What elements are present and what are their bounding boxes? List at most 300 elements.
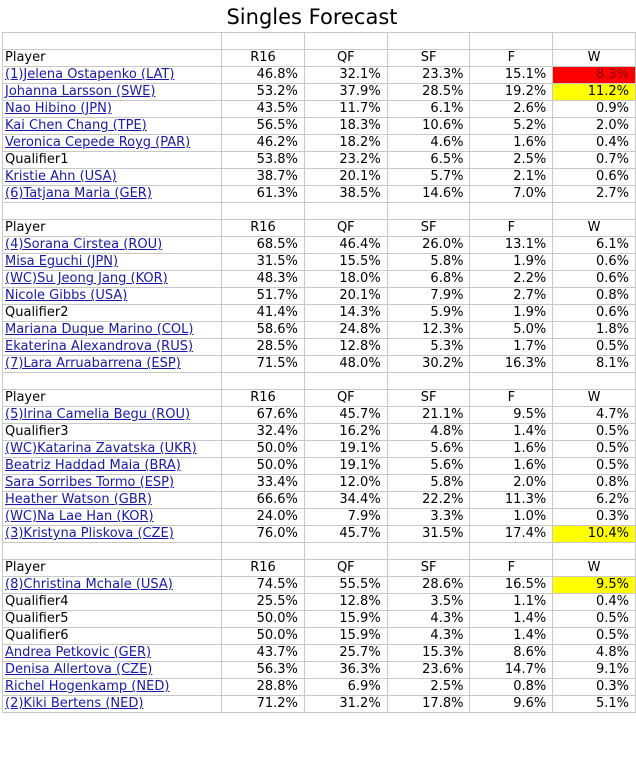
qf-cell[interactable]: 6.9%	[304, 679, 387, 696]
sf-cell[interactable]: 28.6%	[387, 577, 470, 594]
empty-cell	[304, 33, 387, 50]
empty-cell	[3, 33, 222, 50]
qf-cell[interactable]: 7.9%	[304, 509, 387, 526]
f-cell[interactable]: 1.6%	[470, 441, 553, 458]
player-name-cell[interactable]: Qualifier5	[3, 611, 222, 628]
header-row	[3, 50, 636, 67]
w-cell[interactable]: 0.4%	[553, 135, 636, 152]
f-cell[interactable]: 1.4%	[470, 611, 553, 628]
r16-cell[interactable]: 46.2%	[222, 135, 305, 152]
player-row	[3, 152, 636, 169]
empty-cell	[387, 373, 470, 390]
f-column-header[interactable]: F	[470, 390, 553, 407]
player-name-cell[interactable]	[3, 475, 222, 492]
sf-column-header[interactable]: SF	[387, 390, 470, 407]
sf-cell[interactable]: 10.6%	[387, 118, 470, 135]
player-link[interactable]: Mariana Duque Marino (COL)	[5, 322, 194, 337]
f-cell[interactable]: 1.4%	[470, 628, 553, 645]
w-cell[interactable]: 1.8%	[553, 322, 636, 339]
r16-cell[interactable]: 51.7%	[222, 288, 305, 305]
player-row	[3, 696, 636, 713]
r16-cell[interactable]: 43.5%	[222, 101, 305, 118]
qf-cell[interactable]: 15.9%	[304, 628, 387, 645]
player-link[interactable]: (WC)Katarina Zavatska (UKR)	[5, 441, 197, 456]
sf-cell[interactable]: 3.3%	[387, 509, 470, 526]
sheet-title: Singles Forecast	[226, 5, 398, 29]
sf-cell[interactable]: 23.6%	[387, 662, 470, 679]
empty-cell	[222, 373, 305, 390]
r16-cell[interactable]: 38.7%	[222, 169, 305, 186]
player-link[interactable]: (8)Christina Mchale (USA)	[5, 577, 173, 592]
qf-cell[interactable]: 14.3%	[304, 305, 387, 322]
sf-cell[interactable]: 21.1%	[387, 407, 470, 424]
f-cell[interactable]: 1.6%	[470, 458, 553, 475]
w-cell[interactable]: 0.5%	[553, 611, 636, 628]
qf-cell[interactable]: 45.7%	[304, 407, 387, 424]
player-name-cell[interactable]	[3, 288, 222, 305]
sf-cell[interactable]: 26.0%	[387, 237, 470, 254]
r16-cell[interactable]: 50.0%	[222, 611, 305, 628]
qf-cell[interactable]: 18.2%	[304, 135, 387, 152]
w-cell[interactable]: 8.3%	[553, 67, 636, 84]
empty-cell	[304, 203, 387, 220]
w-cell[interactable]: 0.4%	[553, 594, 636, 611]
empty-cell	[387, 203, 470, 220]
empty-cell	[3, 373, 222, 390]
f-cell[interactable]: 1.7%	[470, 339, 553, 356]
f-column-header[interactable]: F	[470, 220, 553, 237]
r16-cell[interactable]: 50.0%	[222, 458, 305, 475]
r16-cell[interactable]: 66.6%	[222, 492, 305, 509]
qf-cell[interactable]: 18.3%	[304, 118, 387, 135]
qf-cell[interactable]: 48.0%	[304, 356, 387, 373]
player-link[interactable]: Sara Sorribes Tormo (ESP)	[5, 475, 175, 490]
qf-cell[interactable]: 12.8%	[304, 339, 387, 356]
w-cell[interactable]: 0.3%	[553, 509, 636, 526]
player-name-cell[interactable]	[3, 169, 222, 186]
f-cell[interactable]: 16.5%	[470, 577, 553, 594]
player-name-cell[interactable]: Qualifier6	[3, 628, 222, 645]
w-cell[interactable]: 0.5%	[553, 458, 636, 475]
f-cell[interactable]: 1.4%	[470, 424, 553, 441]
w-cell[interactable]: 0.6%	[553, 305, 636, 322]
player-link[interactable]: (4)Sorana Cirstea (ROU)	[5, 237, 163, 252]
r16-cell[interactable]: 74.5%	[222, 577, 305, 594]
player-name-cell[interactable]: Qualifier3	[3, 424, 222, 441]
w-cell[interactable]: 0.8%	[553, 475, 636, 492]
qf-column-header[interactable]: QF	[304, 50, 387, 67]
w-cell[interactable]: 10.4%	[553, 526, 636, 543]
f-cell[interactable]: 1.1%	[470, 594, 553, 611]
f-cell[interactable]: 5.2%	[470, 118, 553, 135]
w-column-header[interactable]: W	[553, 50, 636, 67]
r16-cell[interactable]: 53.2%	[222, 84, 305, 101]
player-row	[3, 322, 636, 339]
f-cell[interactable]: 13.1%	[470, 237, 553, 254]
player-name-cell[interactable]	[3, 492, 222, 509]
qf-cell[interactable]: 38.5%	[304, 186, 387, 203]
w-cell[interactable]: 0.3%	[553, 679, 636, 696]
player-row	[3, 84, 636, 101]
sf-cell[interactable]: 4.3%	[387, 611, 470, 628]
sf-cell[interactable]: 23.3%	[387, 67, 470, 84]
player-name-cell[interactable]	[3, 118, 222, 135]
player-name-cell[interactable]: Qualifier2	[3, 305, 222, 322]
f-cell[interactable]: 9.6%	[470, 696, 553, 713]
header-row	[3, 390, 636, 407]
sf-cell[interactable]: 14.6%	[387, 186, 470, 203]
sf-cell[interactable]: 5.6%	[387, 441, 470, 458]
player-name-cell[interactable]	[3, 645, 222, 662]
player-name-cell[interactable]	[3, 662, 222, 679]
r16-cell[interactable]: 76.0%	[222, 526, 305, 543]
player-name-cell[interactable]	[3, 271, 222, 288]
w-cell[interactable]: 11.2%	[553, 84, 636, 101]
f-cell[interactable]: 2.2%	[470, 271, 553, 288]
player-link[interactable]: (WC)Su Jeong Jang (KOR)	[5, 271, 168, 286]
player-link[interactable]: Johanna Larsson (SWE)	[5, 84, 156, 99]
player-name-cell[interactable]	[3, 135, 222, 152]
player-row	[3, 679, 636, 696]
sf-cell[interactable]: 28.5%	[387, 84, 470, 101]
player-row	[3, 492, 636, 509]
qf-cell[interactable]: 31.2%	[304, 696, 387, 713]
r16-cell[interactable]: 71.5%	[222, 356, 305, 373]
empty-cell	[304, 373, 387, 390]
r16-cell[interactable]: 50.0%	[222, 628, 305, 645]
f-cell[interactable]: 0.8%	[470, 679, 553, 696]
player-link[interactable]: (3)Kristyna Pliskova (CZE)	[5, 526, 174, 541]
f-column-header[interactable]: F	[470, 50, 553, 67]
player-link[interactable]: (6)Tatjana Maria (GER)	[5, 186, 152, 201]
player-name-cell[interactable]: Qualifier4	[3, 594, 222, 611]
f-cell[interactable]: 2.1%	[470, 169, 553, 186]
player-name-cell[interactable]	[3, 322, 222, 339]
qf-cell[interactable]: 19.1%	[304, 441, 387, 458]
player-row	[3, 407, 636, 424]
player-link[interactable]: Andrea Petkovic (GER)	[5, 645, 152, 660]
player-name-cell[interactable]	[3, 67, 222, 84]
player-row	[3, 67, 636, 84]
qf-cell[interactable]: 32.1%	[304, 67, 387, 84]
sf-column-header[interactable]: SF	[387, 50, 470, 67]
f-cell[interactable]: 14.7%	[470, 662, 553, 679]
empty-cell	[553, 203, 636, 220]
r16-cell[interactable]: 25.5%	[222, 594, 305, 611]
player-link[interactable]: Denisa Allertova (CZE)	[5, 662, 153, 677]
player-row	[3, 271, 636, 288]
f-cell[interactable]: 19.2%	[470, 84, 553, 101]
player-link[interactable]: Nao Hibino (JPN)	[5, 101, 112, 116]
qf-cell[interactable]: 36.3%	[304, 662, 387, 679]
qf-cell[interactable]: 15.5%	[304, 254, 387, 271]
w-cell[interactable]: 0.7%	[553, 152, 636, 169]
player-name-cell[interactable]	[3, 339, 222, 356]
player-link[interactable]: Beatriz Haddad Maia (BRA)	[5, 458, 181, 473]
player-link[interactable]: Veronica Cepede Royg (PAR)	[5, 135, 191, 150]
r16-cell[interactable]: 50.0%	[222, 441, 305, 458]
player-row	[3, 237, 636, 254]
player-name-cell[interactable]	[3, 441, 222, 458]
w-cell[interactable]: 9.5%	[553, 577, 636, 594]
player-row	[3, 118, 636, 135]
r16-cell[interactable]: 43.7%	[222, 645, 305, 662]
qf-column-header[interactable]: QF	[304, 560, 387, 577]
f-cell[interactable]: 2.0%	[470, 475, 553, 492]
f-cell[interactable]: 9.5%	[470, 407, 553, 424]
player-name-cell[interactable]	[3, 356, 222, 373]
f-cell[interactable]: 17.4%	[470, 526, 553, 543]
player-name-cell[interactable]	[3, 696, 222, 713]
r16-cell[interactable]: 48.3%	[222, 271, 305, 288]
w-cell[interactable]: 0.5%	[553, 628, 636, 645]
w-cell[interactable]: 0.6%	[553, 169, 636, 186]
player-row	[3, 509, 636, 526]
player-row	[3, 662, 636, 679]
player-row	[3, 254, 636, 271]
r16-cell[interactable]: 56.5%	[222, 118, 305, 135]
r16-cell[interactable]: 24.0%	[222, 509, 305, 526]
r16-cell[interactable]: 53.8%	[222, 152, 305, 169]
player-name-cell[interactable]	[3, 458, 222, 475]
player-link[interactable]: (7)Lara Arruabarrena (ESP)	[5, 356, 181, 371]
player-name-cell[interactable]	[3, 84, 222, 101]
r16-column-header[interactable]: R16	[222, 220, 305, 237]
empty-cell	[470, 543, 553, 560]
r16-cell[interactable]: 28.8%	[222, 679, 305, 696]
empty-cell	[470, 373, 553, 390]
r16-cell[interactable]: 68.5%	[222, 237, 305, 254]
f-cell[interactable]: 11.3%	[470, 492, 553, 509]
r16-column-header[interactable]: R16	[222, 560, 305, 577]
player-row	[3, 458, 636, 475]
empty-cell	[553, 543, 636, 560]
empty-cell	[304, 543, 387, 560]
qf-cell[interactable]: 45.7%	[304, 526, 387, 543]
spacer-row	[3, 373, 636, 390]
sf-cell[interactable]: 22.2%	[387, 492, 470, 509]
player-name-cell[interactable]	[3, 237, 222, 254]
qf-cell[interactable]: 16.2%	[304, 424, 387, 441]
player-row	[3, 424, 636, 441]
r16-cell[interactable]: 56.3%	[222, 662, 305, 679]
player-row	[3, 186, 636, 203]
sf-cell[interactable]: 2.5%	[387, 679, 470, 696]
w-cell[interactable]: 6.1%	[553, 237, 636, 254]
sf-cell[interactable]: 5.9%	[387, 305, 470, 322]
r16-cell[interactable]: 31.5%	[222, 254, 305, 271]
w-cell[interactable]: 0.5%	[553, 441, 636, 458]
player-link[interactable]: Kai Chen Chang (TPE)	[5, 118, 147, 133]
player-link[interactable]: (1)Jelena Ostapenko (LAT)	[5, 67, 175, 82]
sf-cell[interactable]: 5.8%	[387, 475, 470, 492]
player-link[interactable]: Kristie Ahn (USA)	[5, 169, 117, 184]
f-cell[interactable]: 15.1%	[470, 67, 553, 84]
empty-cell	[222, 543, 305, 560]
player-link[interactable]: (2)Kiki Bertens (NED)	[5, 696, 144, 711]
r16-cell[interactable]: 28.5%	[222, 339, 305, 356]
f-cell[interactable]: 7.0%	[470, 186, 553, 203]
player-row	[3, 628, 636, 645]
w-cell[interactable]: 2.7%	[553, 186, 636, 203]
player-row	[3, 577, 636, 594]
f-cell[interactable]: 1.0%	[470, 509, 553, 526]
player-row	[3, 305, 636, 322]
r16-cell[interactable]: 71.2%	[222, 696, 305, 713]
f-cell[interactable]: 2.6%	[470, 101, 553, 118]
player-row	[3, 288, 636, 305]
w-cell[interactable]: 0.6%	[553, 271, 636, 288]
qf-cell[interactable]: 18.0%	[304, 271, 387, 288]
w-column-header[interactable]: W	[553, 390, 636, 407]
player-name-cell[interactable]	[3, 679, 222, 696]
header-row	[3, 560, 636, 577]
w-cell[interactable]: 5.1%	[553, 696, 636, 713]
w-cell[interactable]: 0.5%	[553, 339, 636, 356]
qf-cell[interactable]: 19.1%	[304, 458, 387, 475]
player-column-header[interactable]: Player	[3, 220, 222, 237]
qf-cell[interactable]: 12.0%	[304, 475, 387, 492]
qf-column-header[interactable]: QF	[304, 390, 387, 407]
f-cell[interactable]: 5.0%	[470, 322, 553, 339]
w-cell[interactable]: 8.1%	[553, 356, 636, 373]
qf-cell[interactable]: 15.9%	[304, 611, 387, 628]
sf-cell[interactable]: 4.3%	[387, 628, 470, 645]
player-row	[3, 441, 636, 458]
sf-column-header[interactable]: SF	[387, 560, 470, 577]
r16-cell[interactable]: 67.6%	[222, 407, 305, 424]
w-cell[interactable]: 0.9%	[553, 101, 636, 118]
sf-cell[interactable]: 3.5%	[387, 594, 470, 611]
player-row	[3, 169, 636, 186]
sf-cell[interactable]: 6.1%	[387, 101, 470, 118]
f-cell[interactable]: 2.7%	[470, 288, 553, 305]
empty-cell	[387, 33, 470, 50]
player-row	[3, 339, 636, 356]
player-column-header[interactable]: Player	[3, 560, 222, 577]
player-name-cell[interactable]	[3, 509, 222, 526]
sf-cell[interactable]: 5.3%	[387, 339, 470, 356]
w-cell[interactable]: 0.5%	[553, 424, 636, 441]
sf-cell[interactable]: 6.5%	[387, 152, 470, 169]
player-link[interactable]: Ekaterina Alexandrova (RUS)	[5, 339, 194, 354]
sf-cell[interactable]: 5.7%	[387, 169, 470, 186]
spacer-row	[3, 203, 636, 220]
r16-cell[interactable]: 41.4%	[222, 305, 305, 322]
sf-cell[interactable]: 5.6%	[387, 458, 470, 475]
qf-cell[interactable]: 55.5%	[304, 577, 387, 594]
f-cell[interactable]: 1.9%	[470, 305, 553, 322]
r16-cell[interactable]: 33.4%	[222, 475, 305, 492]
empty-cell	[553, 373, 636, 390]
qf-cell[interactable]: 20.1%	[304, 288, 387, 305]
f-cell[interactable]: 1.6%	[470, 135, 553, 152]
player-row	[3, 611, 636, 628]
player-link[interactable]: Heather Watson (GBR)	[5, 492, 152, 507]
qf-cell[interactable]: 12.8%	[304, 594, 387, 611]
w-cell[interactable]: 4.8%	[553, 645, 636, 662]
empty-cell	[470, 33, 553, 50]
player-column-header[interactable]: Player	[3, 50, 222, 67]
player-name-cell[interactable]	[3, 526, 222, 543]
w-cell[interactable]: 9.1%	[553, 662, 636, 679]
qf-column-header[interactable]: QF	[304, 220, 387, 237]
f-cell[interactable]: 8.6%	[470, 645, 553, 662]
player-name-cell[interactable]	[3, 577, 222, 594]
qf-cell[interactable]: 24.8%	[304, 322, 387, 339]
w-column-header[interactable]: W	[553, 220, 636, 237]
sf-cell[interactable]: 4.6%	[387, 135, 470, 152]
player-name-cell[interactable]	[3, 254, 222, 271]
spacer-row	[3, 33, 636, 50]
r16-cell[interactable]: 61.3%	[222, 186, 305, 203]
w-cell[interactable]: 0.6%	[553, 254, 636, 271]
qf-cell[interactable]: 23.2%	[304, 152, 387, 169]
r16-cell[interactable]: 58.6%	[222, 322, 305, 339]
player-name-cell[interactable]	[3, 407, 222, 424]
player-link[interactable]: Richel Hogenkamp (NED)	[5, 679, 170, 694]
sf-cell[interactable]: 6.8%	[387, 271, 470, 288]
r16-cell[interactable]: 32.4%	[222, 424, 305, 441]
empty-cell	[470, 203, 553, 220]
qf-cell[interactable]: 11.7%	[304, 101, 387, 118]
player-name-cell[interactable]	[3, 101, 222, 118]
player-name-cell[interactable]	[3, 186, 222, 203]
player-link[interactable]: Misa Eguchi (JPN)	[5, 254, 119, 269]
sf-cell[interactable]: 31.5%	[387, 526, 470, 543]
player-name-cell[interactable]: Qualifier1	[3, 152, 222, 169]
qf-cell[interactable]: 34.4%	[304, 492, 387, 509]
sf-cell[interactable]: 7.9%	[387, 288, 470, 305]
f-column-header[interactable]: F	[470, 560, 553, 577]
r16-column-header[interactable]: R16	[222, 50, 305, 67]
player-link[interactable]: Nicole Gibbs (USA)	[5, 288, 128, 303]
sf-column-header[interactable]: SF	[387, 220, 470, 237]
sf-cell[interactable]: 30.2%	[387, 356, 470, 373]
qf-cell[interactable]: 37.9%	[304, 84, 387, 101]
player-row	[3, 475, 636, 492]
sf-cell[interactable]: 12.3%	[387, 322, 470, 339]
w-cell[interactable]: 0.8%	[553, 288, 636, 305]
sf-cell[interactable]: 5.8%	[387, 254, 470, 271]
sf-cell[interactable]: 17.8%	[387, 696, 470, 713]
f-cell[interactable]: 16.3%	[470, 356, 553, 373]
f-cell[interactable]: 2.5%	[470, 152, 553, 169]
forecast-table	[2, 32, 636, 713]
w-cell[interactable]: 2.0%	[553, 118, 636, 135]
w-cell[interactable]: 6.2%	[553, 492, 636, 509]
player-link[interactable]: (WC)Na Lae Han (KOR)	[5, 509, 154, 524]
player-column-header[interactable]: Player	[3, 390, 222, 407]
w-cell[interactable]: 4.7%	[553, 407, 636, 424]
sf-cell[interactable]: 15.3%	[387, 645, 470, 662]
qf-cell[interactable]: 46.4%	[304, 237, 387, 254]
header-row	[3, 220, 636, 237]
player-row	[3, 645, 636, 662]
f-cell[interactable]: 1.9%	[470, 254, 553, 271]
empty-cell	[3, 543, 222, 560]
player-row	[3, 356, 636, 373]
qf-cell[interactable]: 20.1%	[304, 169, 387, 186]
player-link[interactable]: (5)Irina Camelia Begu (ROU)	[5, 407, 191, 422]
sf-cell[interactable]: 4.8%	[387, 424, 470, 441]
r16-cell[interactable]: 46.8%	[222, 67, 305, 84]
player-row	[3, 101, 636, 118]
w-column-header[interactable]: W	[553, 560, 636, 577]
empty-cell	[222, 203, 305, 220]
r16-column-header[interactable]: R16	[222, 390, 305, 407]
qf-cell[interactable]: 25.7%	[304, 645, 387, 662]
